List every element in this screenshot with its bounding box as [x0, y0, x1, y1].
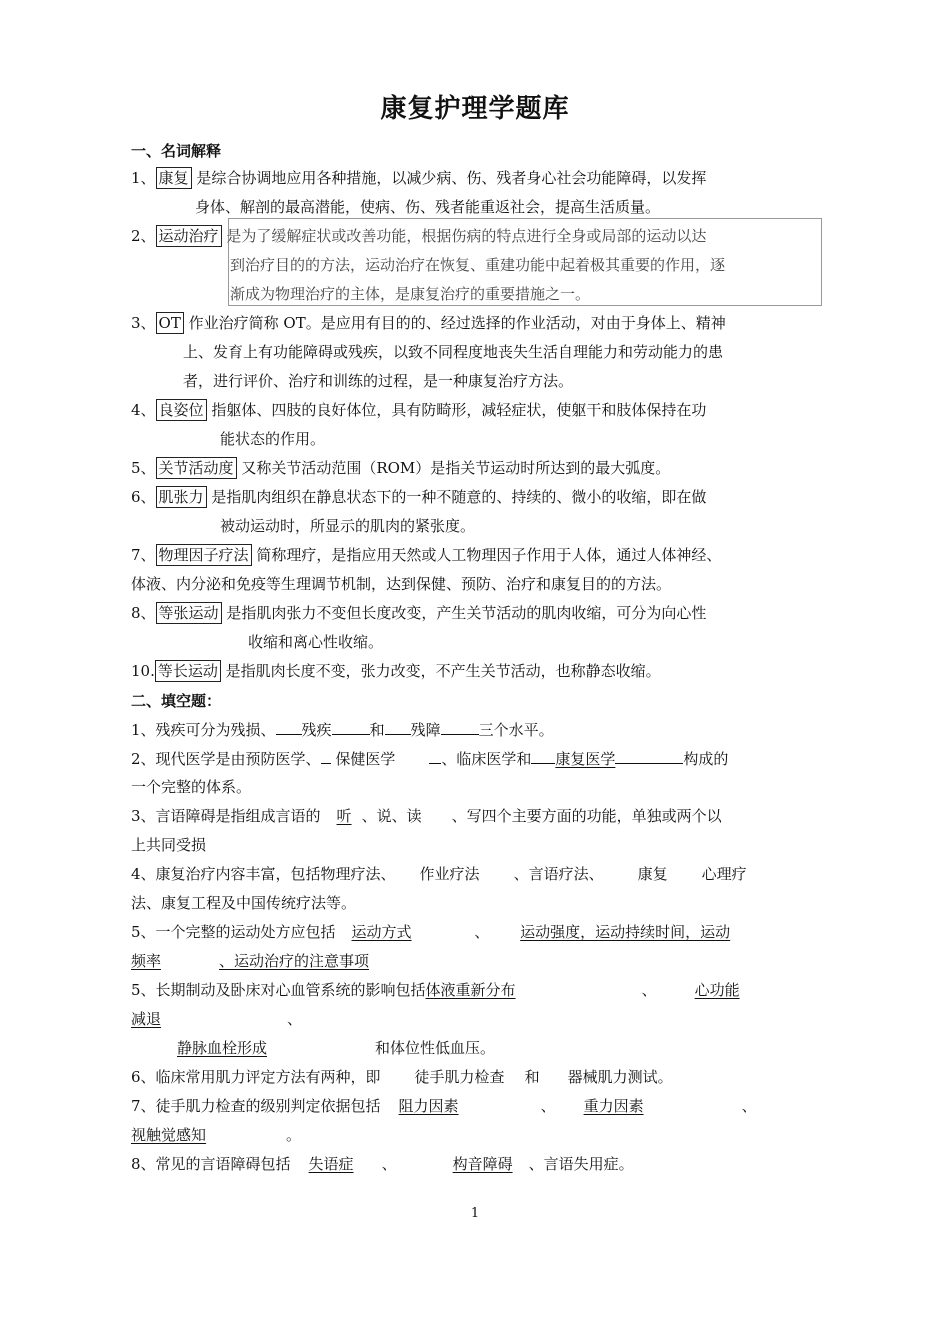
question-item: 5、长期制动及卧床对心血管系统的影响包括体液重新分布 、 心功能	[131, 981, 740, 999]
answer-text: 运动强度，运动持续时间，运动	[520, 923, 731, 941]
answer-text: 心理疗	[701, 865, 747, 883]
definition-continuation: 上、发育上有功能障碍或残疾，以致不同程度地丧失生活自理能力和劳动能力的患	[183, 343, 724, 361]
answer-text: 构音障碍	[452, 1155, 513, 1173]
answer-text: 减退	[131, 1010, 162, 1028]
definition-continuation: 者，进行评价、治疗和训练的过程，是一种康复治疗方法。	[183, 372, 574, 390]
answer-text: 康复医学	[555, 750, 616, 768]
question-item: 7、徒手肌力检查的级别判定依据包括 阻力因素 、 重力因素 、	[131, 1097, 757, 1115]
question-item: 6、临床常用肌力评定方法有两种，即 徒手肌力检查 和 器械肌力测试。	[131, 1068, 673, 1086]
answer-text: 听	[336, 807, 352, 825]
answer-text: 频率	[131, 952, 162, 970]
definition-item: 4、 良姿位 指躯体、四肢的良好体位，具有防畸形，减轻症状，使躯干和肢体保持在功	[131, 401, 707, 419]
question-continuation: 静脉血栓形成 和体位性低血压。	[131, 1037, 495, 1059]
question-continuation: 上共同受损	[131, 836, 207, 854]
question-continuation: 法、康复工程及中国传统疗法等。	[131, 894, 357, 912]
definition-continuation: 身体、解剖的最高潜能，使病、伤、残者能重返社会，提高生活质量。	[195, 198, 661, 216]
question-item: 8、常见的言语障碍包括 失语症 、 构音障碍 、言语失用症。	[131, 1155, 634, 1173]
definition-continuation: 被动运动时，所显示的肌肉的紧张度。	[220, 517, 476, 535]
answer-text: 静脉血栓形成	[177, 1039, 268, 1057]
definition-continuation: 能状态的作用。	[220, 430, 326, 448]
answer-text: 康复	[637, 865, 668, 883]
definition-continuation: 渐成为物理治疗的主体，是康复治疗的重要措施之一。	[230, 285, 591, 303]
question-item: 5、一个完整的运动处方应包括 运动方式 、 运动强度，运动持续时间，运动	[131, 923, 731, 941]
definition-item: 10. 等长运动 是指肌肉长度不变，张力改变，不产生关节活动，也称静态收缩。	[131, 662, 661, 680]
question-continuation: 视触觉感知 。	[131, 1126, 302, 1144]
term-box: 运动治疗	[156, 225, 222, 247]
question-continuation: 频率 、运动治疗的注意事项	[131, 952, 370, 970]
answer-text: 体液重新分布	[425, 981, 516, 999]
answer-text: 心功能	[694, 981, 740, 999]
answer-text: 阻力因素	[398, 1097, 459, 1115]
definition-item: 2、 运动治疗 是为了缓解症状或改善功能，根据伤病的特点进行全身或局部的运动以达	[131, 227, 707, 245]
answer-text: 保健医学	[335, 750, 396, 768]
term-box: 康复	[156, 167, 192, 189]
term-box: 等长运动	[155, 660, 221, 682]
definition-continuation: 到治疗目的的方法，运动治疗在恢复、重建功能中起着极其重要的作用，逐	[230, 256, 726, 274]
definition-item: 6、 肌张力 是指肌肉组织在静息状态下的一种不随意的、持续的、微小的收缩，即在做	[131, 488, 707, 506]
answer-text: 作业疗法	[419, 865, 480, 883]
term-box: 等张运动	[156, 602, 222, 624]
page-number: 1	[470, 1206, 480, 1221]
answer-text: 视触觉感知	[131, 1126, 207, 1144]
question-continuation: 减退 、	[131, 1010, 303, 1028]
answer-text: 运动方式	[351, 923, 412, 941]
question-item: 4、康复治疗内容丰富，包括物理疗法、 作业疗法 、言语疗法、 康复 心理疗	[131, 865, 747, 883]
answer-text: 重力因素	[583, 1097, 644, 1115]
answer-text: 徒手肌力检查	[414, 1068, 505, 1086]
definition-continuation: 收缩和离心性收缩。	[248, 633, 384, 651]
definition-item: 5、 关节活动度 又称关节活动范围（ROM）是指关节运动时所达到的最大弧度。	[131, 459, 671, 477]
answer-text: 失语症	[308, 1155, 354, 1173]
answer-text: 器械肌力测试。	[567, 1068, 673, 1086]
question-item: 3、言语障碍是指组成言语的 听 、说、读 、写四个主要方面的功能，单独或两个以	[131, 807, 722, 825]
definition-item: 8、 等张运动 是指肌肉张力不变但长度改变，产生关节活动的肌肉收缩，可分为向心性	[131, 604, 707, 622]
section-heading-definitions: 一、名词解释	[131, 142, 222, 160]
question-continuation: 一个完整的体系。	[131, 778, 252, 796]
document-title: 康复护理学题库	[380, 94, 570, 124]
term-box: 肌张力	[156, 486, 207, 508]
definition-item: 3、 OT 作业治疗简称 OT。是应用有目的的、经过选择的作业活动，对由于身体上、精神	[131, 314, 726, 332]
definition-continuation: 体液、内分泌和免疫等生理调节机制，达到保健、预防、治疗和康复目的的方法。	[131, 575, 672, 593]
section-heading-fill-in: 二、填空题：	[131, 692, 222, 710]
question-item: 1、残疾可分为残损、 残疾 和 残障 三个水平。	[131, 718, 823, 741]
term-box: 关节活动度	[156, 457, 237, 479]
term-box: 物理因子疗法	[156, 544, 252, 566]
question-item: 2、现代医学是由预防医学、 保健医学 、临床医学和 康复医学 构成的	[131, 747, 823, 770]
term-box: 良姿位	[156, 399, 207, 421]
definition-item: 1、 康复 是综合协调地应用各种措施，以减少病、伤、残者身心社会功能障碍，以发挥	[131, 169, 707, 187]
term-box: OT	[156, 312, 184, 334]
definition-item: 7、 物理因子疗法 简称理疗，是指应用天然或人工物理因子作用于人体，通过人体神经、	[131, 546, 722, 564]
